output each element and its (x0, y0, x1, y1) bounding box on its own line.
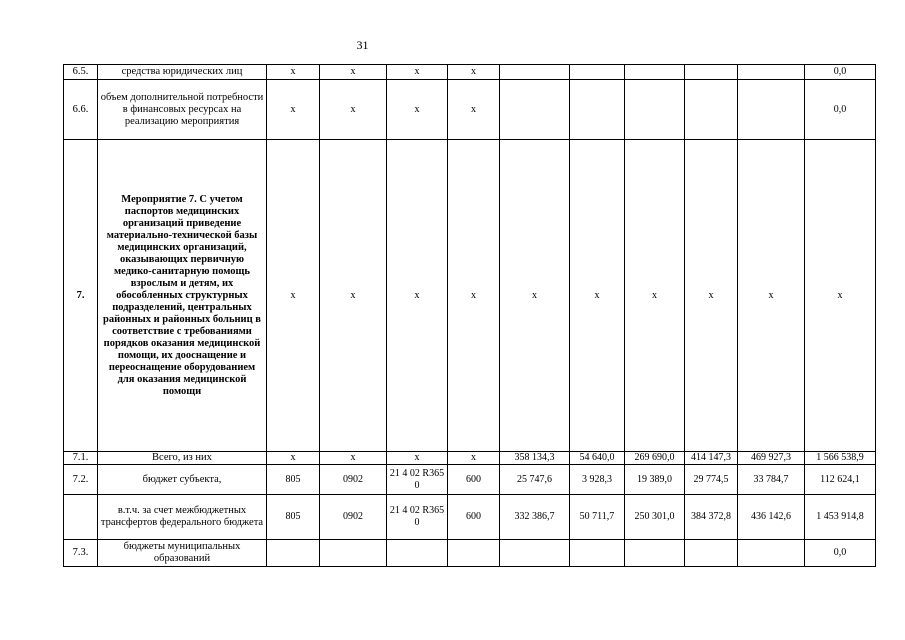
value-cell: 21 4 02 R365 0 (387, 495, 448, 540)
value-cell: x (267, 65, 320, 80)
table-row (64, 65, 876, 80)
row-name-cell: Мероприятие 7. С учетом паспортов медицинских организаций приведение материально-технической базы медицинских организаций, оказывающих первичную медико-санитарную помощь взрослым и детям, их обособленных структурных подразделений, центральных районных и районных больниц в соответствие с требованиями порядков оказания медицинской помощи, их дооснащение и переоснащение оборудованием для оказания медицинской помощи (98, 140, 267, 452)
budget-table (63, 64, 876, 567)
row-name-cell: средства юридических лиц (98, 65, 267, 80)
value-cell: 436 142,6 (738, 495, 805, 540)
value-cell: 414 147,3 (685, 452, 738, 465)
value-cell (448, 540, 500, 567)
table-row (64, 540, 876, 567)
value-cell (625, 80, 685, 140)
value-cell: 805 (267, 465, 320, 495)
value-cell: 33 784,7 (738, 465, 805, 495)
value-cell: x (448, 65, 500, 80)
table-row (64, 140, 876, 452)
value-cell (320, 540, 387, 567)
value-cell: x (805, 140, 876, 452)
row-name-cell: бюджеты муниципальных образований (98, 540, 267, 567)
value-cell: x (320, 452, 387, 465)
value-cell: 19 389,0 (625, 465, 685, 495)
row-name-cell: в.т.ч. за счет межбюджетных трансфертов федерального бюджета (98, 495, 267, 540)
value-cell: 269 690,0 (625, 452, 685, 465)
page-number: 31 (356, 38, 369, 52)
value-cell: x (500, 140, 570, 452)
value-cell: 1 453 914,8 (805, 495, 876, 540)
value-cell: x (387, 65, 448, 80)
value-cell (387, 540, 448, 567)
value-cell: 0,0 (805, 80, 876, 140)
row-number-cell: 7.1. (64, 452, 98, 465)
value-cell: x (738, 140, 805, 452)
value-cell: x (448, 80, 500, 140)
value-cell: 600 (448, 465, 500, 495)
value-cell (267, 540, 320, 567)
value-cell: x (387, 452, 448, 465)
row-number-cell: 7. (64, 140, 98, 452)
value-cell: 805 (267, 495, 320, 540)
value-cell: 0902 (320, 465, 387, 495)
value-cell: x (685, 140, 738, 452)
value-cell: 50 711,7 (570, 495, 625, 540)
value-cell (500, 65, 570, 80)
value-cell (685, 540, 738, 567)
value-cell: x (387, 140, 448, 452)
value-cell (570, 65, 625, 80)
value-cell: 250 301,0 (625, 495, 685, 540)
row-name-cell: бюджет субъекта, (98, 465, 267, 495)
value-cell: 1 566 538,9 (805, 452, 876, 465)
value-cell: 21 4 02 R365 0 (387, 465, 448, 495)
value-cell: x (320, 65, 387, 80)
value-cell: 0,0 (805, 540, 876, 567)
row-number-cell: 7.2. (64, 465, 98, 495)
value-cell (685, 65, 738, 80)
row-number-cell: 6.5. (64, 65, 98, 80)
value-cell: x (267, 140, 320, 452)
value-cell: 332 386,7 (500, 495, 570, 540)
table-body (64, 65, 876, 567)
value-cell: x (570, 140, 625, 452)
value-cell (625, 540, 685, 567)
value-cell: 3 928,3 (570, 465, 625, 495)
value-cell: x (320, 140, 387, 452)
value-cell (570, 540, 625, 567)
value-cell: 0,0 (805, 65, 876, 80)
value-cell: x (387, 80, 448, 140)
value-cell: x (625, 140, 685, 452)
value-cell: 25 747,6 (500, 465, 570, 495)
value-cell: 0902 (320, 495, 387, 540)
row-name-cell: объем дополнительной потребности в финансовых ресурсах на реализацию мероприятия (98, 80, 267, 140)
table-row (64, 80, 876, 140)
value-cell: 54 640,0 (570, 452, 625, 465)
value-cell: x (267, 80, 320, 140)
value-cell: 358 134,3 (500, 452, 570, 465)
value-cell: 469 927,3 (738, 452, 805, 465)
value-cell: x (448, 452, 500, 465)
row-number-cell (64, 495, 98, 540)
value-cell (625, 65, 685, 80)
value-cell (570, 80, 625, 140)
row-name-cell: Всего, из них (98, 452, 267, 465)
row-number-cell: 7.3. (64, 540, 98, 567)
table-row (64, 465, 876, 495)
value-cell: 29 774,5 (685, 465, 738, 495)
value-cell (738, 65, 805, 80)
value-cell (685, 80, 738, 140)
value-cell (738, 540, 805, 567)
value-cell: 112 624,1 (805, 465, 876, 495)
value-cell: 384 372,8 (685, 495, 738, 540)
value-cell (500, 80, 570, 140)
value-cell: x (448, 140, 500, 452)
value-cell: x (320, 80, 387, 140)
table-row (64, 452, 876, 465)
row-number-cell: 6.6. (64, 80, 98, 140)
value-cell: 600 (448, 495, 500, 540)
value-cell (500, 540, 570, 567)
value-cell: x (267, 452, 320, 465)
table-row (64, 495, 876, 540)
value-cell (738, 80, 805, 140)
